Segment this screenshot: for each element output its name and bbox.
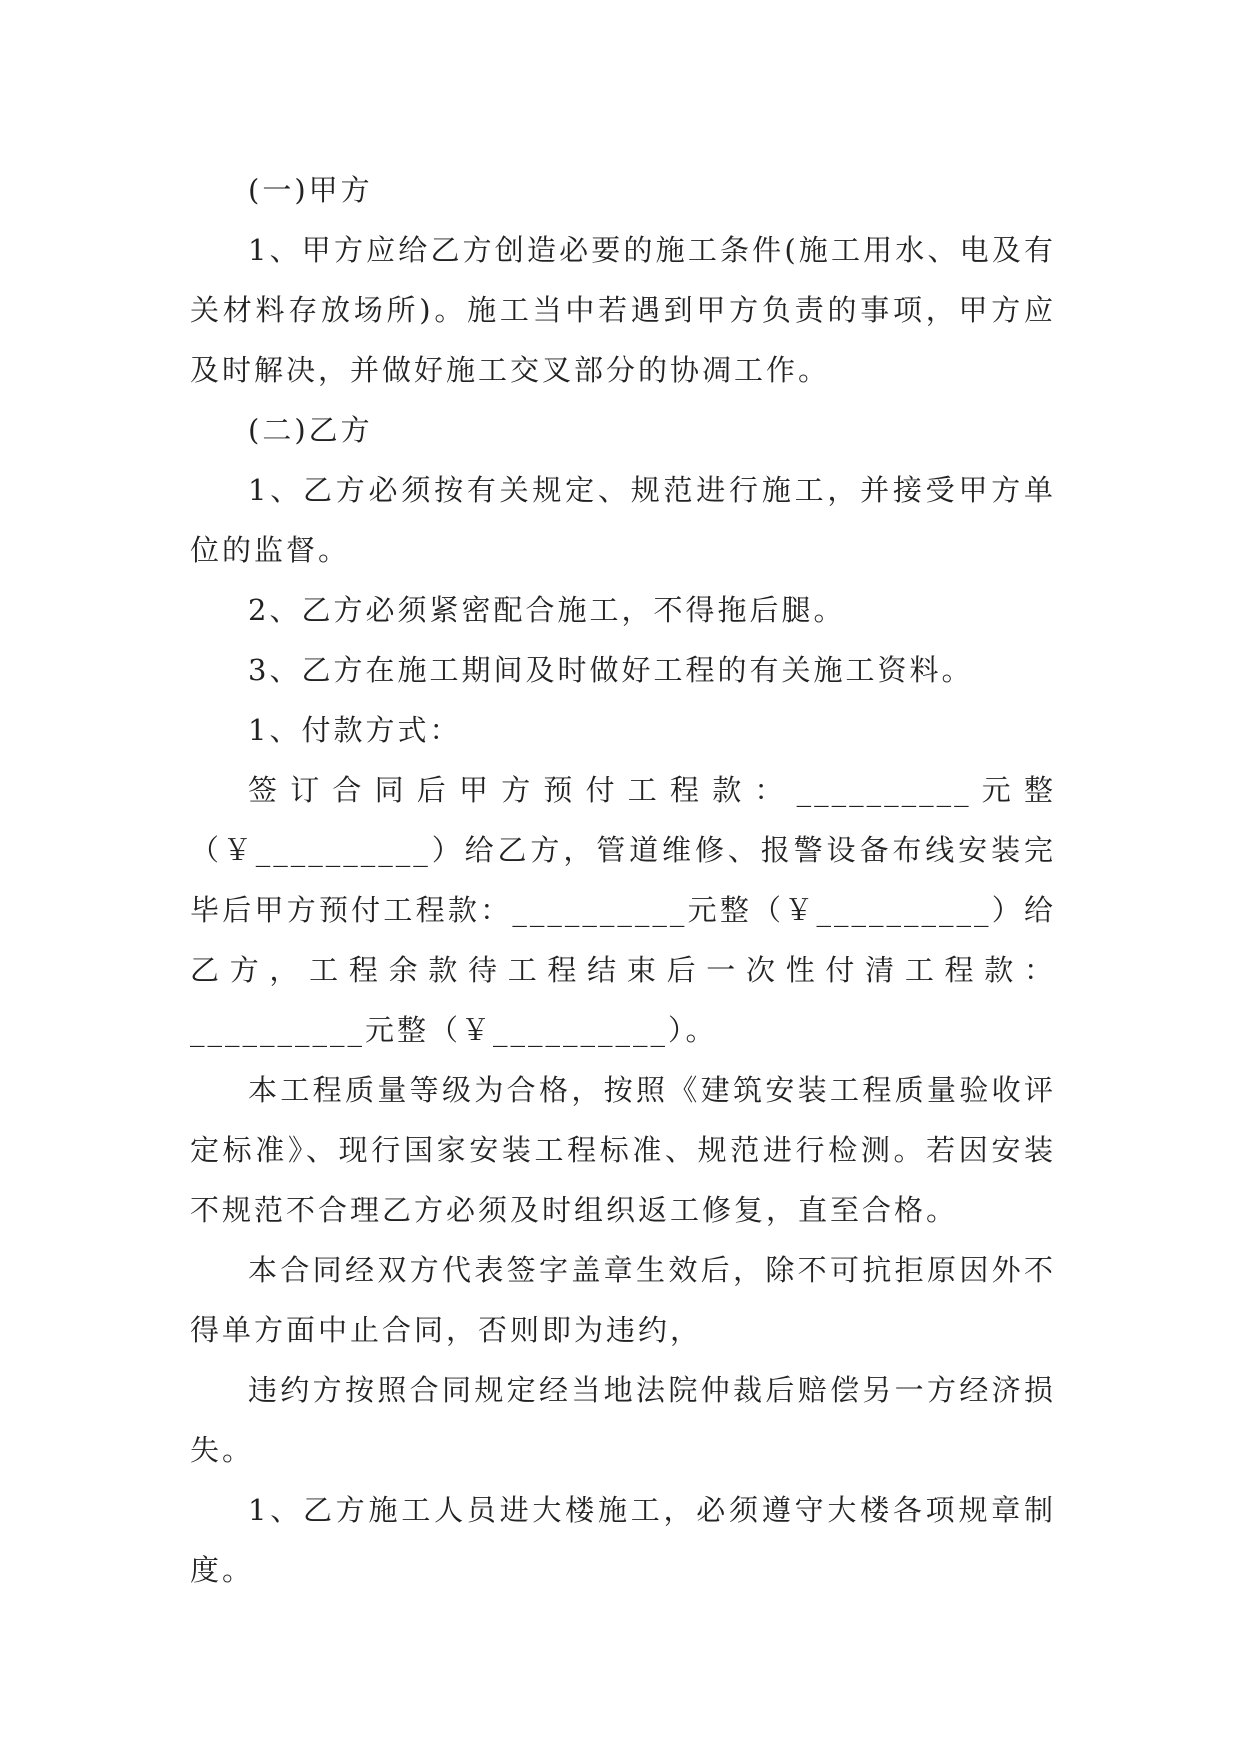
paragraph: 本合同经双方代表签字盖章生效后，除不可抗拒原因外不得单方面中止合同，否则即为违约， — [190, 1253, 1056, 1347]
paragraph: 2、乙方必须紧密配合施工，不得拖后腿。 — [248, 593, 846, 627]
section-heading-party-b: (二)乙方 — [248, 413, 373, 447]
section-heading-party-a: (一)甲方 — [248, 173, 373, 207]
paragraph: 3、乙方在施工期间及时做好工程的有关施工资料。 — [248, 653, 974, 687]
paragraph: 1、甲方应给乙方创造必要的施工条件(施工用水、电及有关材料存放场所)。施工当中若遇到甲方负责的事项，甲方应及时解决，并做好施工交叉部分的协凋工作。 — [190, 233, 1056, 387]
paragraph: 本工程质量等级为合格，按照《建筑安装工程质量验收评定标准》、现行国家安装工程标准、规范进行检测。若因安装不规范不合理乙方必须及时组织返工修复，直至合格。 — [190, 1073, 1056, 1227]
payment-terms-paragraph: 签订合同后甲方预付工程款：__________元整（￥__________）给乙方，管道维修、报警设备布线安装完毕后甲方预付工程款：__________元整（￥__________）给乙方，工程余款待工程结束后一次性付清工程款：__________元整（￥__________）。 — [190, 773, 1056, 1047]
paragraph: 违约方按照合同规定经当地法院仲裁后赔偿另一方经济损失。 — [190, 1373, 1056, 1467]
section-heading-payment: 1、付款方式： — [248, 713, 462, 747]
paragraph: 1、乙方必须按有关规定、规范进行施工，并接受甲方单位的监督。 — [190, 473, 1056, 567]
document-body — [190, 160, 1056, 1600]
paragraph: 1、乙方施工人员进大楼施工，必须遵守大楼各项规章制度。 — [190, 1493, 1056, 1587]
